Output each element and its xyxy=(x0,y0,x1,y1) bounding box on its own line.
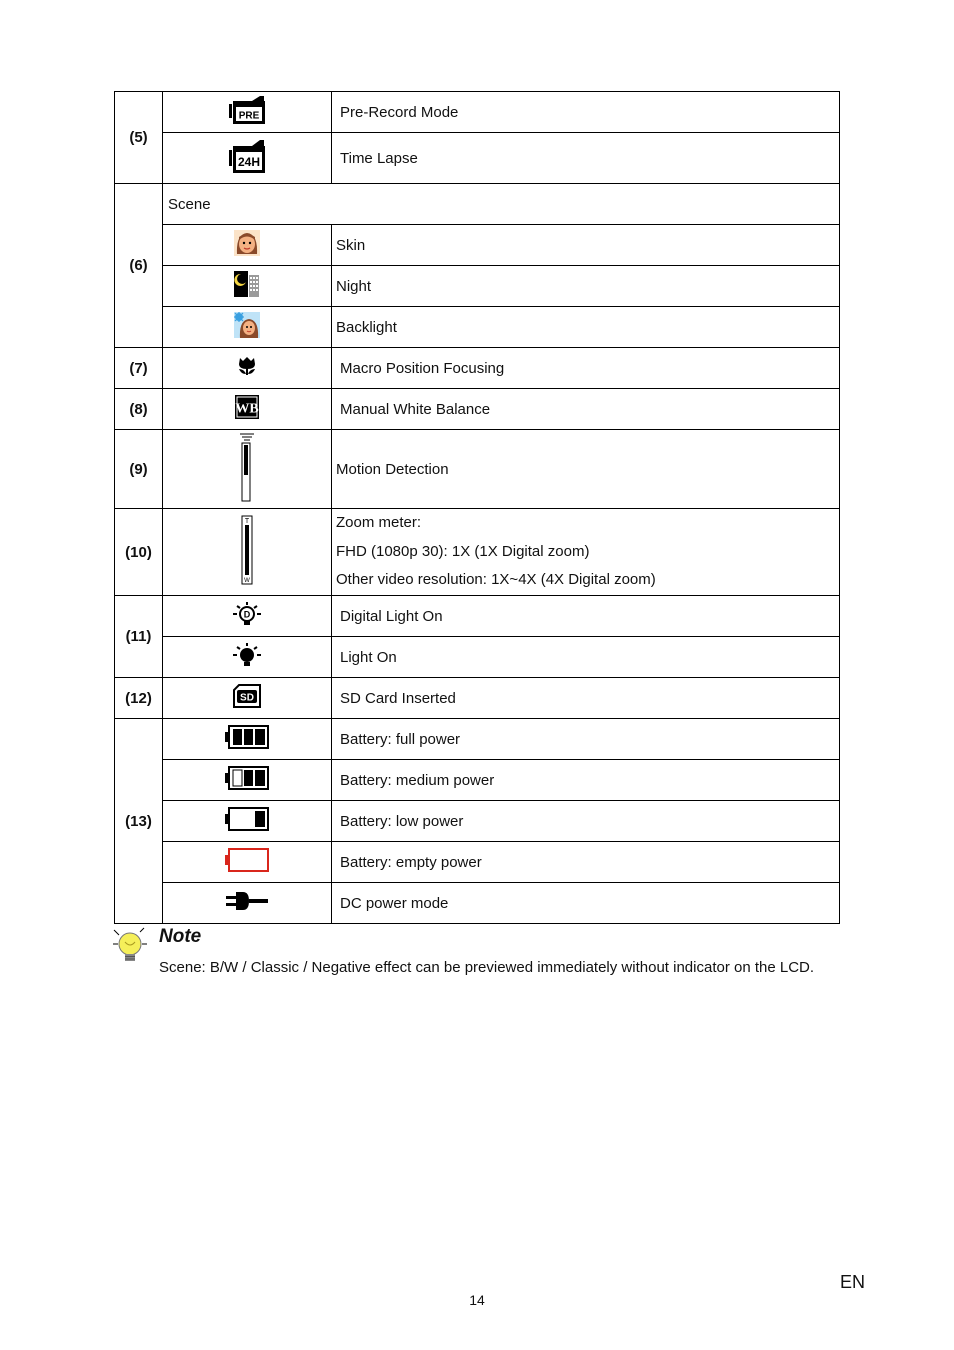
battery-empty-icon xyxy=(225,848,269,872)
row-label: Battery: low power xyxy=(332,801,840,842)
macro-tulip-icon xyxy=(236,355,258,377)
row-label: Digital Light On xyxy=(332,596,840,637)
svg-text:D: D xyxy=(243,609,251,620)
row-label: Battery: empty power xyxy=(332,842,840,883)
status-icons-table xyxy=(114,91,840,924)
row-label: Battery: medium power xyxy=(332,760,840,801)
row-label: Pre-Record Mode xyxy=(332,92,840,133)
row-label: Time Lapse xyxy=(332,133,840,184)
svg-text:T: T xyxy=(244,518,250,525)
row-number: (12) xyxy=(115,678,163,719)
row-label: Backlight xyxy=(332,307,840,348)
row-number: (8) xyxy=(115,389,163,430)
zoom-meter-line: FHD (1080p 30): 1X (1X Digital zoom) xyxy=(336,542,590,560)
row-number: (7) xyxy=(115,348,163,389)
svg-text:W: W xyxy=(244,578,250,584)
scene-header: Scene xyxy=(163,184,840,225)
time-lapse-24h-icon xyxy=(228,138,266,174)
skin-face-icon xyxy=(234,230,260,256)
svg-text:SD: SD xyxy=(240,692,254,704)
row-label: Night xyxy=(332,266,840,307)
svg-text:PRE: PRE xyxy=(238,110,260,122)
svg-text:24H: 24H xyxy=(237,155,261,169)
zoom-meter-line: Zoom meter: xyxy=(336,514,422,532)
battery-low-icon xyxy=(225,807,269,831)
row-number: (5) xyxy=(115,92,163,184)
light-icon xyxy=(232,642,262,668)
zoom-meter-line: Other video resolution: 1X~4X (4X Digital zoom) xyxy=(336,571,656,589)
dc-plug-icon xyxy=(225,890,269,912)
language-label: EN xyxy=(840,1272,866,1292)
motion-detection-icon xyxy=(236,431,258,503)
white-balance-icon xyxy=(235,395,259,419)
svg-text:WB: WB xyxy=(235,401,259,417)
note-text: Scene: B/W / Classic / Negative effect can be previewed immediately without indicator on the LCD. xyxy=(159,959,815,976)
row-label: Skin xyxy=(332,225,840,266)
row-number: (9) xyxy=(115,430,163,509)
row-label: Light On xyxy=(332,637,840,678)
night-icon xyxy=(234,271,260,297)
row-label: Manual White Balance xyxy=(332,389,840,430)
row-number: (6) xyxy=(115,184,163,348)
battery-full-icon xyxy=(225,725,269,749)
row-label: Motion Detection xyxy=(332,430,840,509)
lightbulb-icon xyxy=(112,926,148,969)
row-label: DC power mode xyxy=(332,883,840,924)
row-label: Battery: full power xyxy=(332,719,840,760)
row-number: (11) xyxy=(115,596,163,678)
note-title: Note xyxy=(159,926,202,947)
backlight-icon xyxy=(234,312,260,338)
row-number: (10) xyxy=(115,509,163,596)
battery-medium-icon xyxy=(225,766,269,790)
digital-light-icon xyxy=(232,601,262,627)
row-number: (13) xyxy=(115,719,163,924)
row-label: SD Card Inserted xyxy=(332,678,840,719)
pre-record-icon xyxy=(228,94,266,126)
page-number: 14 xyxy=(469,1292,485,1308)
row-label: Macro Position Focusing xyxy=(332,348,840,389)
sd-card-icon xyxy=(233,684,261,708)
zoom-meter-icon xyxy=(240,515,254,585)
